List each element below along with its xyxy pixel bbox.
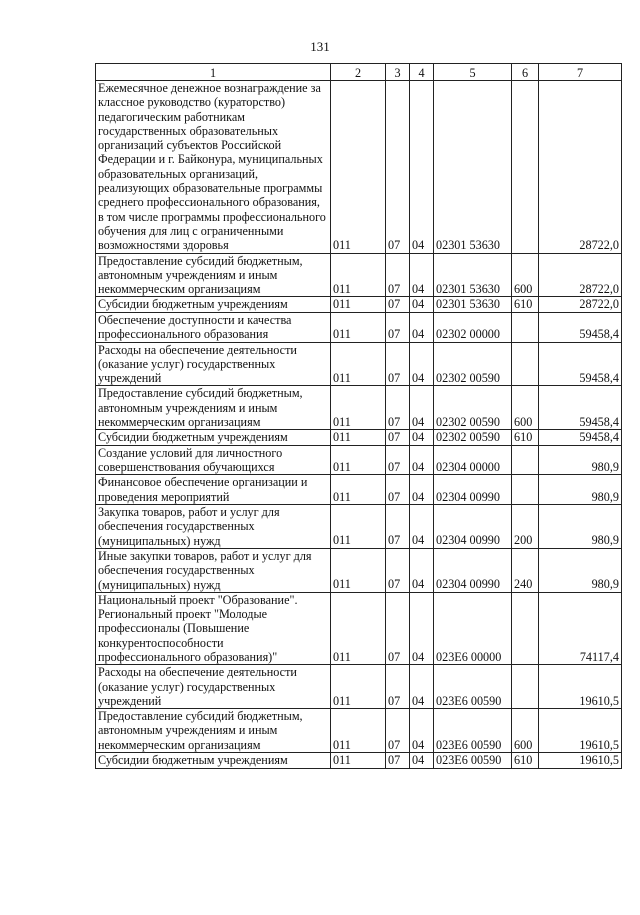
column-header: 3 (386, 64, 410, 81)
subsection-code-cell: 04 (410, 81, 434, 254)
table-row (96, 475, 622, 505)
section-code-cell: 07 (386, 253, 410, 297)
subsection-code-cell: 04 (410, 709, 434, 753)
expense-name-cell: Ежемесячное денежное вознаграждение за классное руководство (кураторство) педагогическим работникам государственных образовательных организаций субъектов Российской Федерации и г. Байконура, муниципальных образовательных организаций, реализующих образовательные программы среднего профессионального образования, в том числе программы профессионального обучения для лиц с ограниченными возможностями здоровья (96, 81, 331, 254)
subsection-code-cell: 04 (410, 342, 434, 386)
target-article-cell: 02304 00990 (434, 505, 512, 549)
table-row (96, 709, 622, 753)
subsection-code-cell: 04 (410, 430, 434, 446)
target-article-cell: 02302 00590 (434, 430, 512, 446)
amount-cell: 19610,5 (539, 753, 622, 769)
amount-cell: 28722,0 (539, 253, 622, 297)
expense-type-cell (512, 81, 539, 254)
expense-type-cell (512, 312, 539, 342)
expense-type-cell: 610 (512, 753, 539, 769)
subsection-code-cell: 04 (410, 505, 434, 549)
expense-type-cell: 600 (512, 253, 539, 297)
expense-name-cell: Национальный проект "Образование". Региональный проект "Молодые профессионалы (Повышение конкурентоспособности профессионального образования)" (96, 592, 331, 664)
amount-cell: 980,9 (539, 505, 622, 549)
expense-type-cell: 600 (512, 709, 539, 753)
target-article-cell: 02302 00590 (434, 386, 512, 430)
subsection-code-cell: 04 (410, 665, 434, 709)
expense-name-cell: Обеспечение доступности и качества профессионального образования (96, 312, 331, 342)
section-code-cell: 07 (386, 665, 410, 709)
subsection-code-cell: 04 (410, 312, 434, 342)
expense-name-cell: Предоставление субсидий бюджетным, автономным учреждениям и иным некоммерческим организациям (96, 386, 331, 430)
amount-cell: 59458,4 (539, 386, 622, 430)
table-header (96, 64, 622, 81)
amount-cell: 59458,4 (539, 342, 622, 386)
table-row (96, 753, 622, 769)
section-code-cell: 07 (386, 709, 410, 753)
ministry-code-cell: 011 (331, 665, 386, 709)
amount-cell: 19610,5 (539, 665, 622, 709)
table-body (96, 81, 622, 769)
section-code-cell: 07 (386, 505, 410, 549)
column-header: 1 (96, 64, 331, 81)
target-article-cell: 02304 00990 (434, 548, 512, 592)
section-code-cell: 07 (386, 312, 410, 342)
ministry-code-cell: 011 (331, 592, 386, 664)
subsection-code-cell: 04 (410, 753, 434, 769)
column-header: 7 (539, 64, 622, 81)
subsection-code-cell: 04 (410, 253, 434, 297)
column-header: 2 (331, 64, 386, 81)
expense-type-cell: 240 (512, 548, 539, 592)
expense-name-cell: Субсидии бюджетным учреждениям (96, 753, 331, 769)
expense-name-cell: Иные закупки товаров, работ и услуг для обеспечения государственных (муниципальных) нужд (96, 548, 331, 592)
table-row (96, 297, 622, 313)
amount-cell: 980,9 (539, 445, 622, 475)
expense-type-cell (512, 475, 539, 505)
expense-type-cell: 610 (512, 297, 539, 313)
table-row (96, 342, 622, 386)
table-row (96, 445, 622, 475)
section-code-cell: 07 (386, 475, 410, 505)
expense-name-cell: Предоставление субсидий бюджетным, автономным учреждениям и иным некоммерческим организациям (96, 709, 331, 753)
column-header: 4 (410, 64, 434, 81)
expense-name-cell: Предоставление субсидий бюджетным, автономным учреждениям и иным некоммерческим организациям (96, 253, 331, 297)
target-article-cell: 023E6 00590 (434, 709, 512, 753)
expense-name-cell: Закупка товаров, работ и услуг для обеспечения государственных (муниципальных) нужд (96, 505, 331, 549)
amount-cell: 59458,4 (539, 430, 622, 446)
section-code-cell: 07 (386, 445, 410, 475)
section-code-cell: 07 (386, 548, 410, 592)
table-row (96, 548, 622, 592)
table-row (96, 386, 622, 430)
subsection-code-cell: 04 (410, 297, 434, 313)
ministry-code-cell: 011 (331, 445, 386, 475)
target-article-cell: 023E6 00000 (434, 592, 512, 664)
expense-type-cell (512, 445, 539, 475)
amount-cell: 980,9 (539, 548, 622, 592)
column-header: 5 (434, 64, 512, 81)
target-article-cell: 02304 00990 (434, 475, 512, 505)
ministry-code-cell: 011 (331, 430, 386, 446)
expense-type-cell: 610 (512, 430, 539, 446)
expense-name-cell: Создание условий для личностного совершенствования обучающихся (96, 445, 331, 475)
target-article-cell: 023E6 00590 (434, 665, 512, 709)
table-row (96, 81, 622, 254)
target-article-cell: 023E6 00590 (434, 753, 512, 769)
target-article-cell: 02302 00000 (434, 312, 512, 342)
expense-type-cell (512, 342, 539, 386)
subsection-code-cell: 04 (410, 386, 434, 430)
ministry-code-cell: 011 (331, 386, 386, 430)
amount-cell: 28722,0 (539, 81, 622, 254)
target-article-cell: 02301 53630 (434, 81, 512, 254)
ministry-code-cell: 011 (331, 505, 386, 549)
section-code-cell: 07 (386, 430, 410, 446)
expense-type-cell: 200 (512, 505, 539, 549)
ministry-code-cell: 011 (331, 312, 386, 342)
amount-cell: 980,9 (539, 475, 622, 505)
column-header: 6 (512, 64, 539, 81)
section-code-cell: 07 (386, 342, 410, 386)
table-row (96, 430, 622, 446)
expense-type-cell (512, 665, 539, 709)
section-code-cell: 07 (386, 753, 410, 769)
section-code-cell: 07 (386, 386, 410, 430)
ministry-code-cell: 011 (331, 297, 386, 313)
ministry-code-cell: 011 (331, 253, 386, 297)
table-row (96, 665, 622, 709)
target-article-cell: 02302 00590 (434, 342, 512, 386)
table-row (96, 592, 622, 664)
expense-name-cell: Расходы на обеспечение деятельности (оказание услуг) государственных учреждений (96, 342, 331, 386)
expense-name-cell: Финансовое обеспечение организации и проведения мероприятий (96, 475, 331, 505)
target-article-cell: 02301 53630 (434, 297, 512, 313)
page-number: 131 (310, 39, 330, 54)
ministry-code-cell: 011 (331, 475, 386, 505)
subsection-code-cell: 04 (410, 548, 434, 592)
amount-cell: 28722,0 (539, 297, 622, 313)
budget-table (95, 63, 622, 769)
ministry-code-cell: 011 (331, 753, 386, 769)
section-code-cell: 07 (386, 297, 410, 313)
target-article-cell: 02304 00000 (434, 445, 512, 475)
expense-type-cell: 600 (512, 386, 539, 430)
expense-name-cell: Расходы на обеспечение деятельности (оказание услуг) государственных учреждений (96, 665, 331, 709)
header-row (96, 64, 622, 81)
ministry-code-cell: 011 (331, 548, 386, 592)
section-code-cell: 07 (386, 592, 410, 664)
section-code-cell: 07 (386, 81, 410, 254)
ministry-code-cell: 011 (331, 709, 386, 753)
subsection-code-cell: 04 (410, 445, 434, 475)
amount-cell: 59458,4 (539, 312, 622, 342)
target-article-cell: 02301 53630 (434, 253, 512, 297)
table-row (96, 253, 622, 297)
ministry-code-cell: 011 (331, 81, 386, 254)
amount-cell: 74117,4 (539, 592, 622, 664)
ministry-code-cell: 011 (331, 342, 386, 386)
subsection-code-cell: 04 (410, 592, 434, 664)
subsection-code-cell: 04 (410, 475, 434, 505)
table-row (96, 312, 622, 342)
expense-type-cell (512, 592, 539, 664)
expense-name-cell: Субсидии бюджетным учреждениям (96, 430, 331, 446)
amount-cell: 19610,5 (539, 709, 622, 753)
table-row (96, 505, 622, 549)
expense-name-cell: Субсидии бюджетным учреждениям (96, 297, 331, 313)
